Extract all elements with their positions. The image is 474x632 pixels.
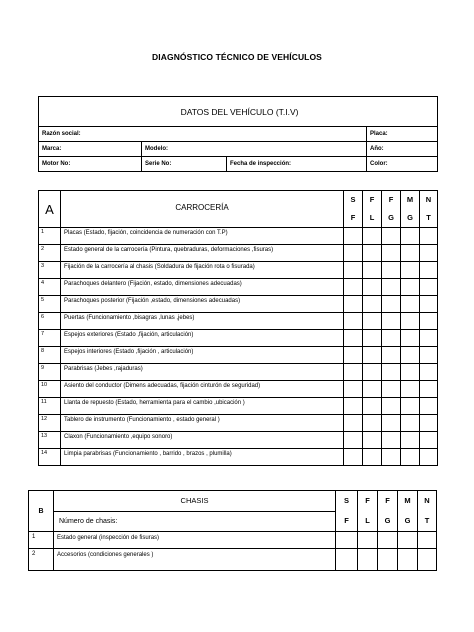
check-box[interactable] — [420, 296, 438, 313]
column-header: F G — [378, 491, 398, 532]
table-row — [39, 262, 438, 279]
vehicle-data-heading: DATOS DEL VEHÍCULO (T.I.V) — [39, 97, 438, 127]
check-box[interactable] — [363, 364, 382, 381]
check-box[interactable] — [344, 313, 363, 330]
check-box[interactable] — [382, 364, 401, 381]
check-box[interactable] — [363, 245, 382, 262]
table-row — [39, 347, 438, 364]
check-box[interactable] — [378, 549, 398, 571]
check-box[interactable] — [382, 313, 401, 330]
marca-field[interactable]: Marca: — [39, 142, 142, 157]
item-number: 4 — [39, 279, 61, 296]
check-box[interactable] — [363, 296, 382, 313]
item-number: 12 — [39, 415, 61, 432]
table-row — [39, 398, 438, 415]
check-box[interactable] — [420, 381, 438, 398]
check-box[interactable] — [382, 398, 401, 415]
item-number: 7 — [39, 330, 61, 347]
placa-field[interactable]: Placa: — [367, 127, 438, 142]
column-header: N T — [420, 191, 438, 228]
check-box[interactable] — [344, 415, 363, 432]
item-description: Estado general de la carrocería (Pintura, quebraduras, deformaciones ,fisuras) — [61, 245, 344, 262]
item-number: 14 — [39, 449, 61, 466]
check-box[interactable] — [382, 432, 401, 449]
check-box[interactable] — [344, 262, 363, 279]
check-box[interactable] — [363, 279, 382, 296]
check-box[interactable] — [363, 313, 382, 330]
table-row — [39, 245, 438, 262]
check-box[interactable] — [344, 296, 363, 313]
item-description: Espejos interiores (Estado ,fijación , articulación) — [61, 347, 344, 364]
table-row — [29, 549, 437, 571]
check-box[interactable] — [363, 381, 382, 398]
check-box[interactable] — [344, 364, 363, 381]
column-header: M G — [401, 191, 420, 228]
item-number: 1 — [39, 228, 61, 245]
check-box[interactable] — [420, 364, 438, 381]
item-number: 6 — [39, 313, 61, 330]
section-title: CARROCERÍA — [61, 191, 344, 228]
check-box[interactable] — [401, 262, 420, 279]
check-box[interactable] — [420, 432, 438, 449]
check-box[interactable] — [420, 449, 438, 466]
modelo-field[interactable]: Modelo: — [142, 142, 367, 157]
check-box[interactable] — [344, 381, 363, 398]
check-box[interactable] — [401, 245, 420, 262]
item-description: Tablero de instrumento (Funcionamiento , estado general ) — [61, 415, 344, 432]
check-box[interactable] — [420, 347, 438, 364]
item-description: Claxon (Funcionamiento ,equipo sonoro) — [61, 432, 344, 449]
color-field[interactable]: Color: — [367, 157, 438, 172]
check-box[interactable] — [420, 228, 438, 245]
item-description: Estado general (inspección de fisuras) — [54, 532, 336, 549]
item-number: 3 — [39, 262, 61, 279]
item-description: Puertas (Funcionamiento ,bisagras ,lunas ,jebes) — [61, 313, 344, 330]
check-box[interactable] — [382, 415, 401, 432]
check-box[interactable] — [401, 313, 420, 330]
check-box[interactable] — [401, 364, 420, 381]
check-box[interactable] — [382, 245, 401, 262]
check-box[interactable] — [401, 296, 420, 313]
check-box[interactable] — [420, 313, 438, 330]
column-header: F L — [363, 191, 382, 228]
check-box[interactable] — [336, 549, 358, 571]
item-description: Limpia parabrisas (Funcionamiento , barrido , brazos , plumilla) — [61, 449, 344, 466]
item-description: Parabrisas (Jebes ,rajaduras) — [61, 364, 344, 381]
check-box[interactable] — [382, 228, 401, 245]
check-box[interactable] — [363, 228, 382, 245]
item-description: Placas (Estado, fijación, coincidencia de numeración con T.P) — [61, 228, 344, 245]
check-box[interactable] — [401, 381, 420, 398]
check-box[interactable] — [382, 296, 401, 313]
column-header: F L — [358, 491, 378, 532]
check-box[interactable] — [363, 449, 382, 466]
check-box[interactable] — [420, 330, 438, 347]
serie-field[interactable]: Serie No: — [142, 157, 227, 172]
item-number: 1 — [29, 532, 54, 549]
check-box[interactable] — [401, 449, 420, 466]
check-box[interactable] — [344, 432, 363, 449]
check-box[interactable] — [344, 398, 363, 415]
carroceria-table — [38, 190, 438, 466]
check-box[interactable] — [401, 347, 420, 364]
table-row — [39, 364, 438, 381]
check-box[interactable] — [363, 432, 382, 449]
numero-chasis-field[interactable]: Número de chasis: — [54, 511, 336, 532]
check-box[interactable] — [382, 330, 401, 347]
check-box[interactable] — [420, 245, 438, 262]
table-row — [39, 415, 438, 432]
check-box[interactable] — [382, 262, 401, 279]
check-box[interactable] — [420, 398, 438, 415]
check-box[interactable] — [401, 228, 420, 245]
vehicle-data-table — [38, 96, 438, 172]
table-row — [39, 279, 438, 296]
item-number: 8 — [39, 347, 61, 364]
item-description: Accesorios (condiciones generales ) — [54, 549, 336, 571]
check-box[interactable] — [344, 228, 363, 245]
check-box[interactable] — [344, 279, 363, 296]
column-header: N T — [418, 491, 437, 532]
table-row — [29, 532, 437, 549]
item-number: 11 — [39, 398, 61, 415]
table-row — [39, 330, 438, 347]
section-letter: B — [29, 491, 54, 532]
table-row — [39, 228, 438, 245]
item-description: Espejos exteriores (Estado ,fijación, articulación) — [61, 330, 344, 347]
check-box[interactable] — [420, 415, 438, 432]
item-number: 13 — [39, 432, 61, 449]
anio-field[interactable]: Año: — [367, 142, 438, 157]
item-description: Asiento del conductor (Dimens adecuadas, fijación cinturón de seguridad) — [61, 381, 344, 398]
check-box[interactable] — [344, 347, 363, 364]
item-description: Parachoques posterior (Fijación ,estado, dimensiones adecuadas) — [61, 296, 344, 313]
check-box[interactable] — [363, 330, 382, 347]
check-box[interactable] — [344, 245, 363, 262]
column-header: S F — [344, 191, 363, 228]
check-box[interactable] — [336, 532, 358, 549]
check-box[interactable] — [401, 432, 420, 449]
section-letter: A — [39, 191, 61, 228]
motor-field[interactable]: Motor No: — [39, 157, 142, 172]
check-box[interactable] — [382, 381, 401, 398]
item-number: 10 — [39, 381, 61, 398]
check-box[interactable] — [344, 330, 363, 347]
item-description: Llanta de repuesto (Estado, herramienta para el cambio ,ubicación ) — [61, 398, 344, 415]
check-box[interactable] — [363, 262, 382, 279]
table-row — [39, 381, 438, 398]
table-row — [39, 296, 438, 313]
column-header: S F — [336, 491, 358, 532]
fecha-inspeccion-field[interactable]: Fecha de inspección: — [227, 157, 367, 172]
table-row — [39, 449, 438, 466]
item-number: 2 — [39, 245, 61, 262]
check-box[interactable] — [378, 532, 398, 549]
check-box[interactable] — [401, 330, 420, 347]
check-box[interactable] — [420, 279, 438, 296]
check-box[interactable] — [401, 398, 420, 415]
check-box[interactable] — [382, 347, 401, 364]
document-title: DIAGNÓSTICO TÉCNICO DE VEHÍCULOS — [152, 52, 322, 62]
column-header: M G — [398, 491, 418, 532]
check-box[interactable] — [418, 532, 437, 549]
table-row — [39, 432, 438, 449]
check-box[interactable] — [382, 279, 401, 296]
item-description: Parachoques delantero (Fijación, estado, dimensiones adecuadas) — [61, 279, 344, 296]
check-box[interactable] — [382, 449, 401, 466]
check-box[interactable] — [363, 398, 382, 415]
check-box[interactable] — [401, 415, 420, 432]
check-box[interactable] — [398, 549, 418, 571]
check-box[interactable] — [363, 415, 382, 432]
check-box[interactable] — [401, 279, 420, 296]
check-box[interactable] — [358, 549, 378, 571]
check-box[interactable] — [398, 532, 418, 549]
item-number: 5 — [39, 296, 61, 313]
check-box[interactable] — [344, 449, 363, 466]
item-number: 2 — [29, 549, 54, 571]
item-description: Fijación de la carrocería al chasis (Soldadura de fijación rota o fisurada) — [61, 262, 344, 279]
chasis-table — [28, 490, 437, 571]
check-box[interactable] — [418, 549, 437, 571]
section-title: CHASIS — [54, 491, 336, 512]
check-box[interactable] — [363, 347, 382, 364]
column-header: F G — [382, 191, 401, 228]
check-box[interactable] — [420, 262, 438, 279]
check-box[interactable] — [358, 532, 378, 549]
razon-social-field[interactable]: Razón social: — [39, 127, 367, 142]
table-row — [39, 313, 438, 330]
item-number: 9 — [39, 364, 61, 381]
